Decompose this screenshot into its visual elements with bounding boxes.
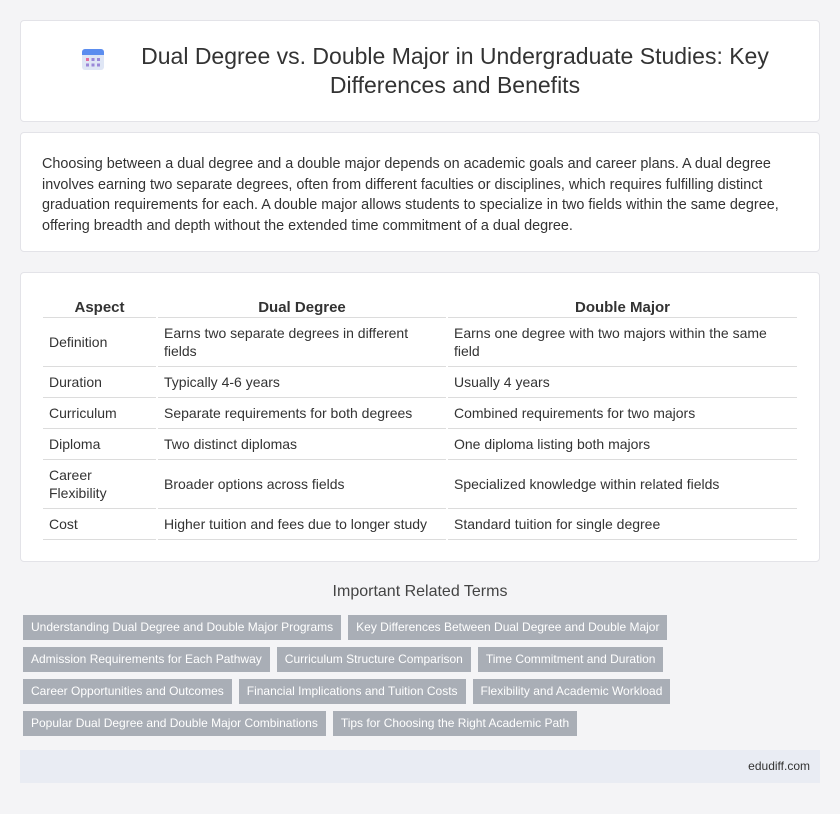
header-dual-degree: Dual Degree	[158, 295, 446, 318]
table-cell: Cost	[43, 509, 156, 540]
table-cell: Broader options across fields	[158, 460, 446, 509]
table-row	[43, 460, 797, 509]
comparison-table	[41, 295, 799, 540]
header-double-major: Double Major	[448, 295, 797, 318]
related-terms-title: Important Related Terms	[332, 583, 508, 600]
table-header-row	[43, 295, 797, 318]
related-term-tag[interactable]: Curriculum Structure Comparison	[277, 647, 471, 672]
related-term-tag[interactable]: Financial Implications and Tuition Costs	[239, 679, 466, 704]
table-cell: Curriculum	[43, 398, 156, 429]
related-term-tag[interactable]: Career Opportunities and Outcomes	[23, 679, 232, 704]
tag-row	[23, 711, 813, 736]
related-term-tag[interactable]: Understanding Dual Degree and Double Major Programs	[23, 615, 341, 640]
table-cell: Usually 4 years	[448, 367, 797, 398]
table-row	[43, 509, 797, 540]
table-cell: One diploma listing both majors	[448, 429, 797, 460]
page-title: Dual Degree vs. Double Major in Undergraduate Studies: Key Differences and Benefits	[141, 43, 769, 98]
table-cell: Diploma	[43, 429, 156, 460]
tag-row	[23, 615, 813, 640]
intro-card	[20, 132, 820, 252]
intro-paragraph: Choosing between a dual degree and a double major depends on academic goals and career plans. A dual degree involves earning two separate degrees, often from different faculties or disciplines, which requires fulfilling distinct graduation requirements for each. A double major allows students to specialize in two fields within the same degree, offering breadth and depth without the extended time commitment of a dual degree.	[42, 156, 779, 234]
table-cell: Separate requirements for both degrees	[158, 398, 446, 429]
header-card	[20, 20, 820, 122]
table-row	[43, 398, 797, 429]
table-cell: Earns one degree with two majors within the same field	[448, 318, 797, 367]
header-aspect: Aspect	[43, 295, 156, 318]
tag-row	[23, 679, 813, 704]
related-terms-list	[23, 615, 813, 743]
related-term-tag[interactable]: Tips for Choosing the Right Academic Path	[333, 711, 577, 736]
table-cell: Higher tuition and fees due to longer study	[158, 509, 446, 540]
table-cell: Specialized knowledge within related fields	[448, 460, 797, 509]
related-term-tag[interactable]: Time Commitment and Duration	[478, 647, 664, 672]
related-term-tag[interactable]: Key Differences Between Dual Degree and Double Major	[348, 615, 667, 640]
table-cell: Duration	[43, 367, 156, 398]
table-row	[43, 367, 797, 398]
related-term-tag[interactable]: Popular Dual Degree and Double Major Combinations	[23, 711, 326, 736]
related-term-tag[interactable]: Flexibility and Academic Workload	[473, 679, 671, 704]
table-row	[43, 318, 797, 367]
table-cell: Combined requirements for two majors	[448, 398, 797, 429]
related-term-tag[interactable]: Admission Requirements for Each Pathway	[23, 647, 270, 672]
table-cell: Two distinct diplomas	[158, 429, 446, 460]
table-cell: Definition	[43, 318, 156, 367]
site-link[interactable]: edudiff.com	[748, 759, 810, 773]
footer	[20, 750, 820, 783]
table-cell: Typically 4-6 years	[158, 367, 446, 398]
table-cell: Career Flexibility	[43, 460, 156, 509]
table-row	[43, 429, 797, 460]
table-cell: Standard tuition for single degree	[448, 509, 797, 540]
comparison-card	[20, 272, 820, 562]
table-cell: Earns two separate degrees in different fields	[158, 318, 446, 367]
tag-row	[23, 647, 813, 672]
